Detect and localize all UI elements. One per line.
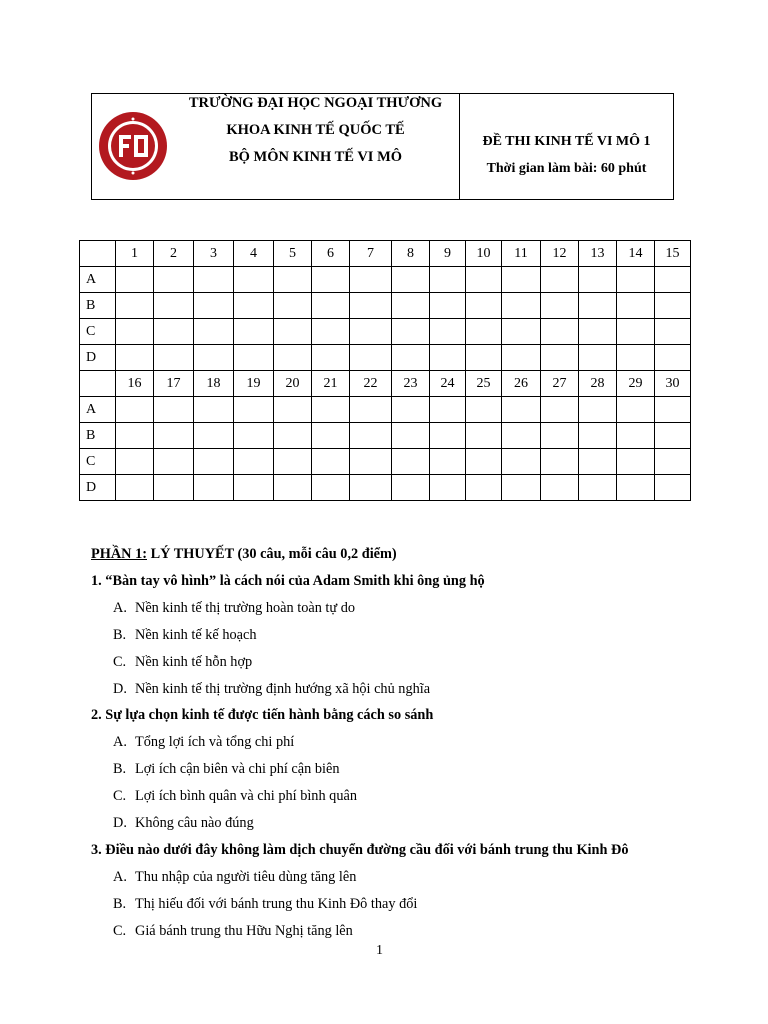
- question-number-cell: 5: [274, 241, 312, 267]
- answer-cell[interactable]: [312, 267, 350, 293]
- answer-cell[interactable]: [655, 475, 691, 501]
- option-letter: B.: [113, 627, 127, 643]
- answer-cell[interactable]: [466, 319, 502, 345]
- answer-cell[interactable]: [154, 345, 194, 371]
- answer-cell[interactable]: [392, 423, 430, 449]
- answer-cell[interactable]: [579, 449, 617, 475]
- answer-cell[interactable]: [392, 449, 430, 475]
- answer-cell[interactable]: [274, 397, 312, 423]
- answer-cell[interactable]: [430, 319, 466, 345]
- option-label-cell: C: [80, 319, 116, 345]
- question-number-cell: 15: [655, 241, 691, 267]
- option-letter: C.: [113, 923, 127, 939]
- answer-cell[interactable]: [430, 449, 466, 475]
- answer-cell[interactable]: [541, 449, 579, 475]
- answer-cell[interactable]: [541, 475, 579, 501]
- option-text: Nền kinh tế thị trường định hướng xã hội chủ nghĩa: [135, 681, 431, 697]
- option-text: Thị hiếu đối với bánh trung thu Kinh Đô thay đổi: [135, 896, 418, 912]
- answer-cell[interactable]: [312, 475, 350, 501]
- answer-cell[interactable]: [274, 475, 312, 501]
- option-letter: A.: [113, 869, 127, 885]
- answer-cell[interactable]: [617, 397, 655, 423]
- answer-cell[interactable]: [116, 267, 154, 293]
- question-number-cell: 6: [312, 241, 350, 267]
- option-letter: C.: [113, 788, 127, 804]
- answer-cell[interactable]: [466, 345, 502, 371]
- answer-cell[interactable]: [116, 475, 154, 501]
- answer-cell[interactable]: [617, 319, 655, 345]
- answer-option: [113, 869, 356, 886]
- answer-cell[interactable]: [466, 423, 502, 449]
- answer-cell[interactable]: [194, 423, 234, 449]
- answer-cell[interactable]: [312, 293, 350, 319]
- answer-option: [113, 788, 357, 805]
- answer-cell[interactable]: [579, 397, 617, 423]
- answer-cell[interactable]: [655, 345, 691, 371]
- answer-cell[interactable]: [617, 423, 655, 449]
- answer-cell[interactable]: [541, 397, 579, 423]
- answer-cell[interactable]: [502, 293, 541, 319]
- answer-cell[interactable]: [541, 345, 579, 371]
- answer-cell[interactable]: [234, 449, 274, 475]
- answer-cell[interactable]: [502, 345, 541, 371]
- grid-option-row: [80, 293, 691, 319]
- answer-cell[interactable]: [234, 267, 274, 293]
- answer-cell[interactable]: [274, 423, 312, 449]
- answer-option: [113, 896, 417, 913]
- answer-cell[interactable]: [194, 267, 234, 293]
- question-number-cell: 19: [234, 371, 274, 397]
- answer-cell[interactable]: [502, 267, 541, 293]
- exam-header: [91, 93, 674, 200]
- answer-cell[interactable]: [617, 345, 655, 371]
- answer-cell[interactable]: [392, 293, 430, 319]
- answer-cell[interactable]: [392, 397, 430, 423]
- answer-cell[interactable]: [466, 293, 502, 319]
- answer-option: [113, 627, 256, 644]
- answer-cell[interactable]: [392, 345, 430, 371]
- answer-cell[interactable]: [579, 293, 617, 319]
- exam-duration: Thời gian làm bài: 60 phút: [486, 161, 647, 176]
- answer-cell[interactable]: [502, 397, 541, 423]
- answer-cell[interactable]: [502, 475, 541, 501]
- answer-cell[interactable]: [194, 293, 234, 319]
- option-text: Nền kinh tế thị trường hoàn toàn tự do: [135, 600, 356, 616]
- question-number-cell: 2: [154, 241, 194, 267]
- answer-cell[interactable]: [274, 345, 312, 371]
- answer-cell[interactable]: [194, 449, 234, 475]
- option-letter: D.: [113, 815, 127, 831]
- answer-cell[interactable]: [154, 267, 194, 293]
- answer-option: [113, 815, 254, 832]
- section-title: LÝ THUYẾT (30 câu, mỗi câu 0,2 điểm): [147, 546, 397, 562]
- question-number-cell: 21: [312, 371, 350, 397]
- answer-cell[interactable]: [430, 423, 466, 449]
- option-label-cell: C: [80, 449, 116, 475]
- question-number-cell: 24: [430, 371, 466, 397]
- grid-option-row: [80, 319, 691, 345]
- answer-cell[interactable]: [350, 345, 392, 371]
- answer-sheet-grid: [79, 240, 691, 501]
- question-number-cell: 3: [194, 241, 234, 267]
- option-label-cell: D: [80, 345, 116, 371]
- answer-option: [113, 600, 355, 617]
- answer-cell[interactable]: [579, 475, 617, 501]
- answer-cell[interactable]: [312, 397, 350, 423]
- grid-option-row: [80, 423, 691, 449]
- answer-option: [113, 761, 339, 778]
- question-number-cell: 30: [655, 371, 691, 397]
- answer-cell[interactable]: [655, 293, 691, 319]
- answer-cell[interactable]: [466, 397, 502, 423]
- answer-cell[interactable]: [541, 267, 579, 293]
- answer-cell[interactable]: [617, 475, 655, 501]
- grid-corner-cell: [80, 241, 116, 267]
- answer-cell[interactable]: [116, 345, 154, 371]
- answer-cell[interactable]: [154, 475, 194, 501]
- question-number-cell: 16: [116, 371, 154, 397]
- answer-cell[interactable]: [502, 423, 541, 449]
- option-text: Giá bánh trung thu Hữu Nghị tăng lên: [135, 923, 353, 939]
- question-number-cell: 28: [579, 371, 617, 397]
- answer-cell[interactable]: [312, 423, 350, 449]
- answer-cell[interactable]: [350, 423, 392, 449]
- answer-option: [113, 654, 252, 671]
- answer-cell[interactable]: [350, 475, 392, 501]
- answer-cell[interactable]: [154, 449, 194, 475]
- school-name: TRƯỜNG ĐẠI HỌC NGOẠI THƯƠNG: [188, 95, 443, 111]
- exam-title: ĐỀ THI KINH TẾ VI MÔ 1: [482, 134, 651, 149]
- answer-cell[interactable]: [579, 345, 617, 371]
- grid-option-row: [80, 397, 691, 423]
- grid-number-row: [80, 371, 691, 397]
- option-text: Thu nhập của người tiêu dùng tăng lên: [135, 869, 357, 885]
- question-number-cell: 12: [541, 241, 579, 267]
- answer-cell[interactable]: [579, 319, 617, 345]
- answer-cell[interactable]: [274, 267, 312, 293]
- answer-cell[interactable]: [234, 397, 274, 423]
- university-logo: [98, 111, 168, 181]
- answer-cell[interactable]: [274, 293, 312, 319]
- answer-cell[interactable]: [116, 397, 154, 423]
- answer-cell[interactable]: [430, 345, 466, 371]
- answer-cell[interactable]: [655, 397, 691, 423]
- grid-number-row: [80, 241, 691, 267]
- answer-cell[interactable]: [541, 293, 579, 319]
- answer-cell[interactable]: [430, 293, 466, 319]
- question-number-cell: 18: [194, 371, 234, 397]
- department-name: BỘ MÔN KINH TẾ VI MÔ: [228, 149, 403, 165]
- question-number-cell: 7: [350, 241, 392, 267]
- option-letter: B.: [113, 761, 127, 777]
- option-letter: D.: [113, 681, 127, 697]
- answer-cell[interactable]: [350, 397, 392, 423]
- answer-cell[interactable]: [430, 267, 466, 293]
- answer-cell[interactable]: [541, 319, 579, 345]
- answer-cell[interactable]: [655, 449, 691, 475]
- question-text: 2. Sự lựa chọn kinh tế được tiến hành bằng cách so sánh: [91, 707, 434, 723]
- faculty-name: KHOA KINH TẾ QUỐC TẾ: [226, 122, 405, 138]
- answer-cell[interactable]: [541, 423, 579, 449]
- section-label: PHẦN 1:: [91, 546, 147, 562]
- answer-option: [113, 923, 353, 940]
- option-label-cell: B: [80, 423, 116, 449]
- answer-cell[interactable]: [116, 423, 154, 449]
- answer-option: [113, 734, 294, 751]
- option-text: Nền kinh tế kế hoạch: [135, 627, 257, 643]
- option-label-cell: D: [80, 475, 116, 501]
- answer-cell[interactable]: [392, 319, 430, 345]
- option-label-cell: B: [80, 293, 116, 319]
- option-text: Nền kinh tế hỗn hợp: [135, 654, 253, 670]
- answer-cell[interactable]: [579, 423, 617, 449]
- question-number-cell: 14: [617, 241, 655, 267]
- answer-cell[interactable]: [350, 267, 392, 293]
- question-number-cell: 22: [350, 371, 392, 397]
- question-number-cell: 23: [392, 371, 430, 397]
- answer-cell[interactable]: [350, 449, 392, 475]
- answer-cell[interactable]: [234, 319, 274, 345]
- answer-cell[interactable]: [274, 319, 312, 345]
- option-text: Tổng lợi ích và tổng chi phí: [135, 734, 295, 750]
- question-number-cell: 4: [234, 241, 274, 267]
- question-text: 1. “Bàn tay vô hình” là cách nói của Adam Smith khi ông ủng hộ: [91, 573, 485, 589]
- grid-option-row: [80, 449, 691, 475]
- question-number-cell: 11: [502, 241, 541, 267]
- answer-cell[interactable]: [234, 475, 274, 501]
- answer-option: [113, 681, 430, 698]
- answer-cell[interactable]: [194, 345, 234, 371]
- answer-cell[interactable]: [116, 449, 154, 475]
- grid-corner-cell: [80, 371, 116, 397]
- answer-cell[interactable]: [194, 319, 234, 345]
- answer-cell[interactable]: [116, 319, 154, 345]
- answer-cell[interactable]: [617, 267, 655, 293]
- answer-cell[interactable]: [502, 319, 541, 345]
- question-number-cell: 26: [502, 371, 541, 397]
- question-number-cell: 8: [392, 241, 430, 267]
- page-number: 1: [376, 943, 383, 958]
- question-number-cell: 13: [579, 241, 617, 267]
- answer-cell[interactable]: [655, 423, 691, 449]
- grid-option-row: [80, 267, 691, 293]
- answer-cell[interactable]: [116, 293, 154, 319]
- grid-option-row: [80, 475, 691, 501]
- answer-cell[interactable]: [502, 449, 541, 475]
- answer-cell[interactable]: [312, 449, 350, 475]
- answer-cell[interactable]: [154, 397, 194, 423]
- answer-cell[interactable]: [350, 293, 392, 319]
- answer-cell[interactable]: [350, 319, 392, 345]
- answer-cell[interactable]: [430, 475, 466, 501]
- question-number-cell: 29: [617, 371, 655, 397]
- answer-cell[interactable]: [466, 267, 502, 293]
- answer-cell[interactable]: [154, 319, 194, 345]
- answer-cell[interactable]: [579, 267, 617, 293]
- answer-cell[interactable]: [430, 397, 466, 423]
- answer-cell[interactable]: [154, 293, 194, 319]
- answer-cell[interactable]: [154, 423, 194, 449]
- option-letter: A.: [113, 600, 127, 616]
- question-number-cell: 27: [541, 371, 579, 397]
- section-heading: [91, 546, 397, 563]
- option-letter: C.: [113, 654, 127, 670]
- answer-cell[interactable]: [392, 267, 430, 293]
- answer-cell[interactable]: [617, 293, 655, 319]
- answer-cell[interactable]: [194, 397, 234, 423]
- option-letter: A.: [113, 734, 127, 750]
- answer-cell[interactable]: [234, 293, 274, 319]
- question-number-cell: 25: [466, 371, 502, 397]
- option-letter: B.: [113, 896, 127, 912]
- option-label-cell: A: [80, 397, 116, 423]
- answer-cell[interactable]: [655, 319, 691, 345]
- answer-cell[interactable]: [655, 267, 691, 293]
- question-number-cell: 17: [154, 371, 194, 397]
- option-text: Lợi ích bình quân và chi phí bình quân: [135, 788, 357, 804]
- answer-cell[interactable]: [617, 449, 655, 475]
- option-text: Lợi ích cận biên và chi phí cận biên: [135, 761, 340, 777]
- option-text: Không câu nào đúng: [135, 815, 254, 831]
- answer-cell[interactable]: [392, 475, 430, 501]
- answer-cell[interactable]: [234, 423, 274, 449]
- answer-cell[interactable]: [234, 345, 274, 371]
- grid-option-row: [80, 345, 691, 371]
- question-number-cell: 10: [466, 241, 502, 267]
- answer-cell[interactable]: [312, 319, 350, 345]
- question-number-cell: 9: [430, 241, 466, 267]
- option-label-cell: A: [80, 267, 116, 293]
- answer-cell[interactable]: [312, 345, 350, 371]
- question-number-cell: 20: [274, 371, 312, 397]
- answer-cell[interactable]: [466, 475, 502, 501]
- answer-cell[interactable]: [274, 449, 312, 475]
- answer-cell[interactable]: [194, 475, 234, 501]
- question-text: 3. Điều nào dưới đây không làm dịch chuyển đường cầu đối với bánh trung thu Kinh Đô: [91, 842, 629, 858]
- question-number-cell: 1: [116, 241, 154, 267]
- answer-cell[interactable]: [466, 449, 502, 475]
